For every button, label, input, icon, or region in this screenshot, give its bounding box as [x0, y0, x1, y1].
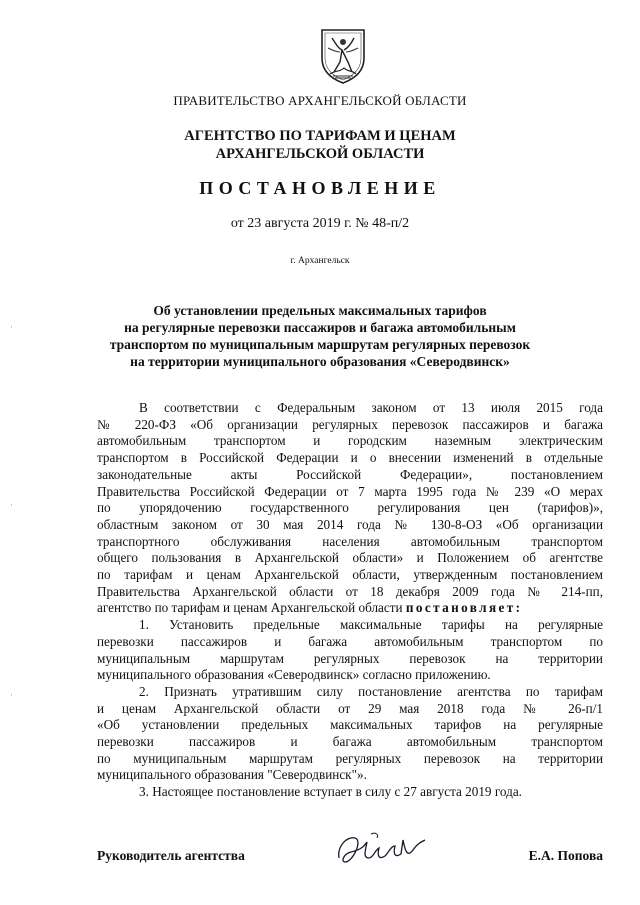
body-line: Правительства Архангельской области от 18 декабря 2009 года № 214-пп,: [97, 583, 603, 599]
government-name: ПРАВИТЕЛЬСТВО АРХАНГЕЛЬСКОЙ ОБЛАСТИ: [173, 93, 467, 108]
body-line: по тарифам и ценам Архангельской области, утвержденным постановлением: [97, 567, 603, 583]
body-line: областным законом от 30 мая 2014 года № 130-8-ОЗ «Об организации: [97, 516, 603, 532]
body-line: [97, 600, 603, 617]
body-line: транспортом в Российской Федерации и о внесении изменений в отдельные: [97, 450, 603, 466]
body-line: автомобильным транспортом и городским наземным электрическим: [97, 433, 603, 449]
body-line: общего пользования в Архангельской области» и Положением об агентстве: [97, 550, 603, 566]
document-city: г. Архангельск: [290, 256, 350, 266]
item-1-line: 1. Установить предельные максимальные тарифы на регулярные: [139, 617, 603, 633]
item-2-line: перевозки пассажиров и багажа автомобильным транспортом: [97, 734, 603, 750]
item-2-line: «Об установлении предельных максимальных тарифов на регулярные: [97, 717, 603, 733]
item-2-line: муниципального образования "Северодвинск"».: [97, 767, 367, 783]
decrees-word: постановляет:: [405, 600, 523, 616]
subject-line: транспортом по муниципальным маршрутам регулярных перевозок: [109, 337, 531, 352]
handwritten-signature: [333, 828, 429, 872]
body-line: № 220-ФЗ «Об организации регулярных перевозок пассажиров и багажа: [97, 416, 603, 432]
body-line: Правительства Российской Федерации от 7 марта 1995 года № 239 «О мерах: [97, 483, 603, 499]
document-subject: [0, 302, 640, 370]
body-line: законодательные акты Российской Федерации», постановлением: [97, 466, 603, 482]
body-text: агентство по тарифам и ценам Архангельской области: [97, 600, 406, 616]
item-2-line: и ценам Архангельской области от 29 мая 2018 года № 26-п/1: [97, 700, 603, 716]
item-3-line: 3. Настоящее постановление вступает в силу с 27 августа 2019 года.: [139, 784, 522, 800]
body-line: транспортного обслуживания населения автомобильным транспортом: [97, 533, 603, 549]
subject-line: Об установлении предельных максимальных тарифов: [153, 303, 487, 318]
document-body: [97, 400, 603, 801]
subject-line: на регулярные перевозки пассажиров и багажа автомобильным: [124, 320, 516, 335]
item-1-line: муниципальным маршрутам регулярных перевозок на территории: [97, 650, 603, 666]
scan-mark: ·: [10, 322, 13, 332]
signatory-name: Е.А. Попова: [528, 848, 603, 863]
document-type-heading: ПОСТАНОВЛЕНИЕ: [199, 178, 441, 198]
document-date-number: от 23 августа 2019 г. № 48-п/2: [230, 216, 410, 231]
agency-name-line: АГЕНТСТВО ПО ТАРИФАМ И ЦЕНАМ: [184, 128, 456, 144]
signatory-role: Руководитель агентства: [97, 848, 245, 863]
item-2-line: 2. Признать утратившим силу постановление агентства по тарифам: [139, 683, 603, 699]
agency-name-line: АРХАНГЕЛЬСКОЙ ОБЛАСТИ: [215, 146, 425, 162]
agency-name: [0, 127, 640, 163]
body-line: В соответствии с Федеральным законом от 13 июля 2015 года: [139, 400, 603, 415]
subject-line: на территории муниципального образования «Северодвинск»: [130, 354, 510, 369]
scan-mark: ·: [10, 690, 13, 700]
item-2-line: по муниципальным маршрутам регулярных перевозок на территории: [97, 750, 603, 766]
item-1-line: муниципального образования «Северодвинск» согласно приложению.: [97, 667, 491, 683]
item-1-line: перевозки пассажиров и багажа автомобильным транспортом по: [97, 633, 603, 649]
coat-of-arms-icon: [318, 28, 368, 84]
body-line: по упорядочению государственного регулирования цен (тарифов)»,: [97, 500, 603, 516]
scan-mark: ·: [10, 500, 13, 510]
